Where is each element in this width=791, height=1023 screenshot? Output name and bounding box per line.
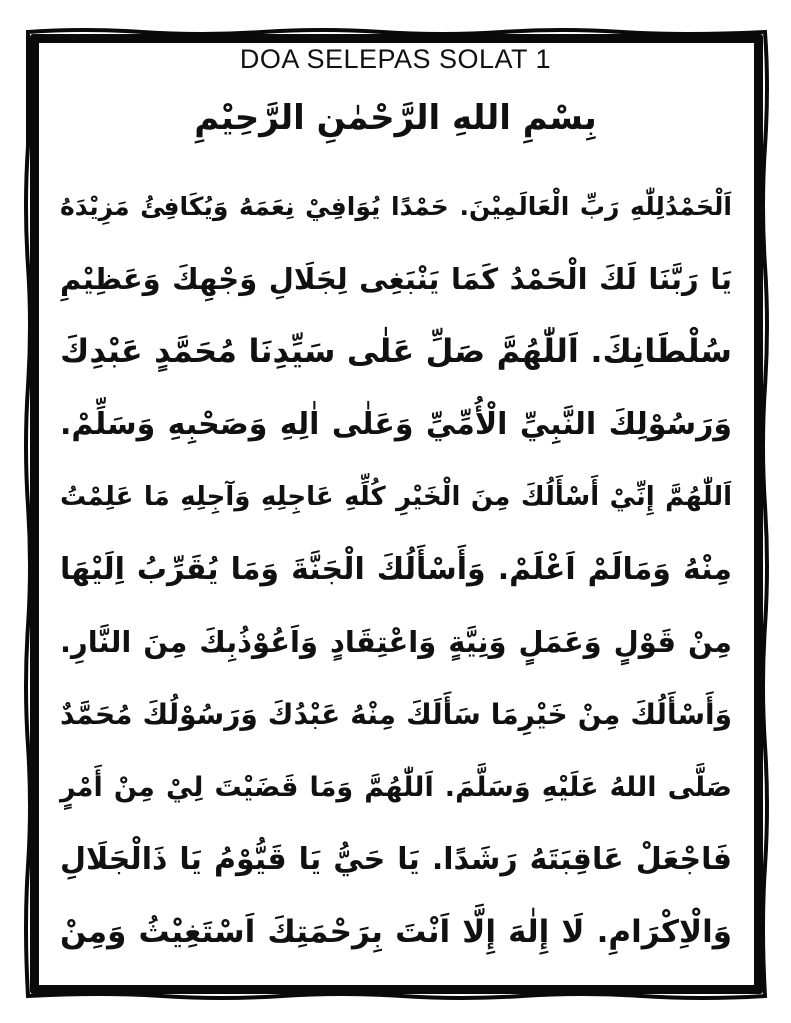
prayer-line-1: اَلْحَمْدُلِلّٰهِ رَبِّ الْعَالَمِيْنَ. حَمْدًا يُوَافِيْ نِعَمَهُ وَيُكَافِئُ مَزِيْدَهُ [60,191,732,221]
prayer-line-5: اَللّٰهُمَّ إِنِّيْ أَسْأَلُكَ مِنَ الْخَيْرِ كُلِّهِ عَاجِلِهِ وَآجِلِهِ مَا عَلِمْتُ [60,481,732,512]
prayer-line-6: مِنْهُ وَمَالَمْ اَعْلَمْ. وَأَسْأَلُكَ الْجَنَّةَ وَمَا يُقَرِّبُ اِلَيْهَا [60,551,732,587]
prayer-line-3: سُلْطَانِكَ. اَللّٰهُمَّ صَلِّ عَلٰى سَيِّدِنَا مُحَمَّدٍ عَبْدِكَ [60,332,732,371]
prayer-line-4: وَرَسُوْلِكَ النَّبِيِّ الْأُمِّيِّ وَعَلٰى اٰلِهِ وَصَحْبِهِ وَسَلِّمْ. [60,406,732,442]
prayer-line-11: وَالْاِكْرَامِ. لَا إِلٰهَ إِلَّا اَنْتَ بِرَحْمَتِكَ اَسْتَغِيْثُ وَمِنْ [60,914,732,951]
document-title: DOA SELEPAS SOLAT 1 [239,44,552,74]
prayer-line-7: مِنْ قَوْلٍ وَعَمَلٍ وَنِيَّةٍ وَاعْتِقَادٍ وَاَعُوْذُبِكَ مِنَ النَّارِ. [60,624,732,659]
prayer-line-9: صَلَّى اللهُ عَلَيْهِ وَسَلَّمَ. اَللّٰهُمَّ وَمَا قَضَيْتَ لِيْ مِنْ أَمْرٍ [60,771,732,803]
prayer-line-2: يَا رَبَّنَا لَكَ الْحَمْدُ كَمَا يَنْبَغِى لِجَلَالِ وَجْهِكَ وَعَظِيْمِ [60,261,732,296]
prayer-line-8: وَأَسْأَلُكَ مِنْ خَيْرِمَا سَأَلَكَ مِنْهُ عَبْدُكَ وَرَسُوْلُكَ مُحَمَّدٌ [60,697,732,731]
prayer-text-body [60,170,732,969]
basmalah-heading: بِسْمِ اللهِ الرَّحْمٰنِ الرَّحِيْمِ [194,98,597,138]
prayer-line-10: فَاجْعَلْ عَاقِبَتَهُ رَشَدًا. يَا حَيُّ يَا قَيُّوْمُ يَا ذَالْجَلَالِ [60,842,732,878]
